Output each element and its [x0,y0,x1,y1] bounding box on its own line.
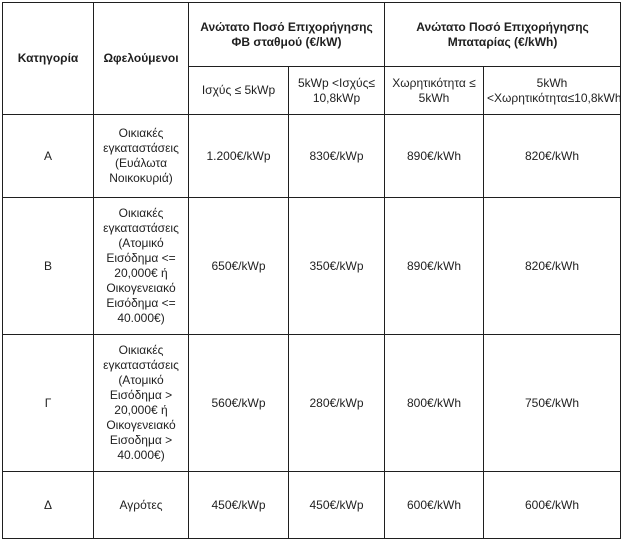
battery-low-cell: 890€/kWh [385,198,484,335]
table-row [3,115,621,198]
beneficiaries-cell: Οικιακές εγκαταστάσεις (Ευάλωτα Νοικοκυριά) [94,115,189,198]
category-cell: Α [3,115,94,198]
header-row [3,3,621,67]
grant-table [2,2,621,539]
beneficiaries-cell: Οικιακές εγκαταστάσεις (Ατομικό Εισόδημα > 20,000€ ή Οικογενειακό Εισοδημα > 40.000€) [94,335,189,472]
pv-low-cell: 650€/kWp [189,198,289,335]
battery-high-cell: 820€/kWh [484,115,621,198]
table-row [3,335,621,472]
battery-low-cell: 600€/kWh [385,472,484,539]
category-cell: Β [3,198,94,335]
category-cell: Γ [3,335,94,472]
header-beneficiaries: Ωφελούμενοι [94,3,189,115]
pv-high-cell: 280€/kWp [289,335,385,472]
header-category: Κατηγορία [3,3,94,115]
header-battery-capacity-high: 5kWh <Χωρητικότητα≤10,8kWh [484,67,621,115]
battery-high-cell: 820€/kWh [484,198,621,335]
pv-high-cell: 450€/kWp [289,472,385,539]
pv-high-cell: 830€/kWp [289,115,385,198]
battery-low-cell: 800€/kWh [385,335,484,472]
table-row [3,198,621,335]
battery-high-cell: 600€/kWh [484,472,621,539]
table-row [3,472,621,539]
header-battery-group: Ανώτατο Ποσό Επιχορήγησης Μπαταρίας (€/kWh) [385,3,621,67]
category-cell: Δ [3,472,94,539]
pv-high-cell: 350€/kWp [289,198,385,335]
header-pv-group: Ανώτατο Ποσό Επιχορήγησης ΦΒ σταθμού (€/kW) [189,3,385,67]
header-battery-capacity-low: Χωρητικότητα ≤ 5kWh [385,67,484,115]
header-pv-power-high: 5kWp <Ισχύς≤ 10,8kWp [289,67,385,115]
pv-low-cell: 560€/kWp [189,335,289,472]
header-pv-power-low: Ισχύς ≤ 5kWp [189,67,289,115]
pv-low-cell: 1.200€/kWp [189,115,289,198]
battery-low-cell: 890€/kWh [385,115,484,198]
beneficiaries-cell: Οικιακές εγκαταστάσεις (Ατομικό Εισόδημα <= 20,000€ ή Οικογενειακό Εισόδημα <= 40.000€) [94,198,189,335]
battery-high-cell: 750€/kWh [484,335,621,472]
beneficiaries-cell: Αγρότες [94,472,189,539]
pv-low-cell: 450€/kWp [189,472,289,539]
